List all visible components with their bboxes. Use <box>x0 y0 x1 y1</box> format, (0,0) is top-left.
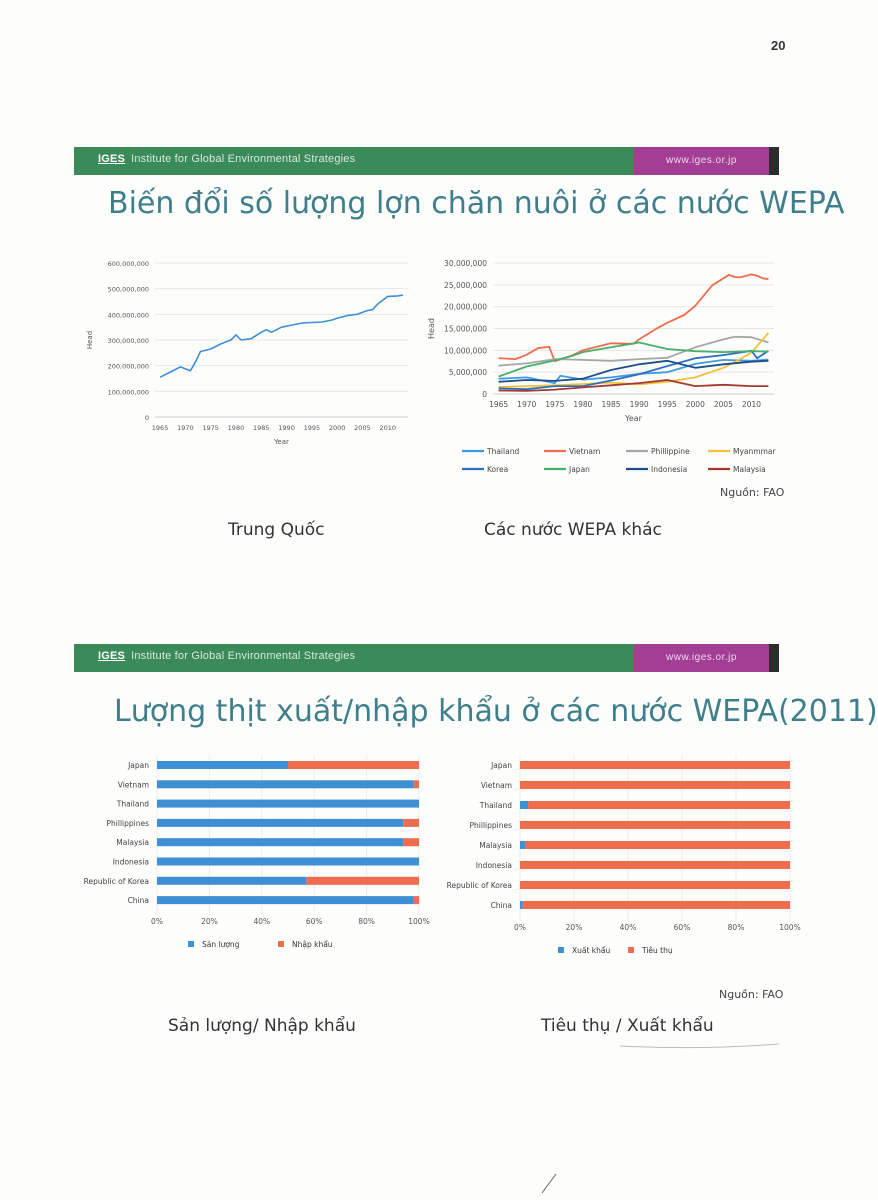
x-axis-label: Year <box>274 438 289 446</box>
slide2-source: Nguồn: FAO <box>719 988 784 1001</box>
y-tick-label: 25,000,000 <box>444 280 487 290</box>
category-label: Malaysia <box>479 841 512 850</box>
x-tick-label: 1995 <box>303 424 321 432</box>
category-label: Japan <box>491 761 512 770</box>
y-tick-label: 600,000,000 <box>107 260 149 268</box>
legend-label: Tiêu thụ <box>642 946 673 955</box>
x-tick-label: 60% <box>305 917 323 926</box>
caption-production-import: Sản lượng/ Nhập khẩu <box>168 1016 356 1036</box>
consumption-export-chart <box>430 752 801 967</box>
x-tick-label: 100% <box>779 923 801 932</box>
slide1-header-bar <box>74 147 779 175</box>
header-edge <box>769 147 779 175</box>
legend-label: Xuất khẩu <box>572 946 611 955</box>
bar-Xuất khẩu <box>520 901 523 909</box>
y-tick-label: 0 <box>144 414 149 422</box>
category-label: Thailand <box>116 799 149 809</box>
y-tick-label: 200,000,000 <box>107 362 149 371</box>
x-tick-label: 1995 <box>657 400 677 409</box>
bar-Nhập khẩu <box>414 896 419 904</box>
caption-consumption-export: Tiêu thụ / Xuất khẩu <box>541 1016 714 1036</box>
x-tick-label: 1980 <box>227 424 245 432</box>
x-tick-label: 1965 <box>151 424 169 432</box>
category-label: Republic of Korea <box>446 881 512 890</box>
legend-label: Indonesia <box>651 465 688 474</box>
decorative-mark <box>540 1170 560 1195</box>
x-tick-label: 2005 <box>354 424 371 432</box>
institute-label <box>98 153 355 165</box>
series-line-vietnam <box>499 274 769 361</box>
category-label: Vietnam <box>480 781 512 790</box>
x-tick-label: 0% <box>514 923 526 932</box>
x-tick-label: 100% <box>408 917 430 926</box>
production-import-chart <box>70 752 440 962</box>
x-tick-label: 20% <box>565 923 583 932</box>
bar-Tiêu thụ <box>520 861 790 869</box>
category-label: Phillippines <box>106 818 149 828</box>
slide2-title: Lượng thịt xuất/nhập khẩu ở các nước WEPA(2011) <box>114 694 878 729</box>
y-axis-label: Head <box>86 330 94 350</box>
slide1-source-box <box>700 484 785 504</box>
y-axis-label: Head <box>427 318 436 339</box>
category-label: China <box>127 896 149 906</box>
category-label: Republic of Korea <box>83 876 149 886</box>
category-label: Malaysia <box>116 838 149 848</box>
category-label: Vietnam <box>117 780 149 790</box>
y-tick-label: 100,000,000 <box>107 388 149 397</box>
slide2-title-box <box>74 690 878 740</box>
legend-label: Vietnam <box>569 447 601 456</box>
x-tick-label: 2000 <box>328 424 346 432</box>
institute-label <box>98 650 355 662</box>
slide2-source-box <box>700 986 784 1006</box>
wepa-pig-chart <box>420 250 779 480</box>
bar-Tiêu thụ <box>523 901 790 909</box>
slide1-source: Nguồn: FAO <box>720 486 785 499</box>
category-label: Indonesia <box>475 861 512 870</box>
x-tick-label: 1980 <box>573 400 593 409</box>
x-tick-label: 1970 <box>177 424 194 432</box>
caption-wepa-others: Các nước WEPA khác <box>484 520 662 540</box>
legend-swatch <box>278 941 284 947</box>
legend-label: Myanmmar <box>733 447 776 456</box>
institute-name: Institute for Global Environmental Strategies <box>131 650 356 662</box>
x-axis-label: Year <box>625 414 642 423</box>
bar-Tiêu thụ <box>520 781 790 789</box>
category-label: Japan <box>128 761 149 770</box>
caption-china: Trung Quốc <box>228 520 325 540</box>
legend-label: Malaysia <box>733 465 766 474</box>
bar-Xuất khẩu <box>520 841 525 849</box>
bar-Sản lượng <box>157 838 403 846</box>
legend-label: Phillippine <box>651 447 690 456</box>
bar-Xuất khẩu <box>520 801 528 809</box>
y-tick-label: 5,000,000 <box>448 368 487 378</box>
slide1-title: Biến đổi số lượng lợn chăn nuôi ở các nước WEPA <box>108 186 845 221</box>
x-tick-label: 2005 <box>713 400 733 409</box>
iges-logo: IGES <box>98 650 126 662</box>
x-tick-label: 1985 <box>252 424 270 432</box>
slide2-header-bar <box>74 644 779 672</box>
x-tick-label: 2010 <box>741 400 762 409</box>
x-tick-label: 60% <box>673 923 691 932</box>
legend-label: Sản lượng <box>202 940 240 949</box>
decorative-line <box>620 1040 779 1060</box>
category-label: Phillippines <box>469 821 512 830</box>
bar-Tiêu thụ <box>520 881 790 889</box>
y-tick-label: 15,000,000 <box>444 324 487 334</box>
bar-Sản lượng <box>157 800 419 808</box>
bar-Sản lượng <box>157 858 419 866</box>
legend-swatch <box>558 947 564 953</box>
y-tick-label: 400,000,000 <box>107 311 149 320</box>
y-tick-label: 10,000,000 <box>444 346 487 356</box>
x-tick-label: 1965 <box>489 400 509 409</box>
bar-Nhập khẩu <box>306 877 419 885</box>
x-tick-label: 80% <box>358 917 375 926</box>
bar-Sản lượng <box>157 761 288 769</box>
header-edge <box>769 644 779 672</box>
y-tick-label: 300,000,000 <box>107 337 149 345</box>
legend-swatch <box>188 941 194 947</box>
bar-Nhập khẩu <box>403 819 419 827</box>
bar-Nhập khẩu <box>288 761 419 769</box>
y-tick-label: 500,000,000 <box>107 285 149 294</box>
legend-label: Korea <box>487 465 509 474</box>
page-number: 20 <box>771 38 786 53</box>
legend-label: Nhập khẩu <box>292 940 333 949</box>
bar-Tiêu thụ <box>520 761 790 769</box>
x-tick-label: 2000 <box>685 400 705 409</box>
x-tick-label: 1985 <box>601 400 621 409</box>
bar-Sản lượng <box>157 819 403 827</box>
x-tick-label: 40% <box>619 923 637 932</box>
institute-name: Institute for Global Environmental Strategies <box>131 153 356 165</box>
bar-Nhập khẩu <box>403 838 419 846</box>
x-tick-label: 1970 <box>517 400 537 409</box>
slide1-title-box <box>74 182 845 232</box>
x-tick-label: 1975 <box>202 424 219 432</box>
x-tick-label: 40% <box>253 917 271 926</box>
y-tick-label: 30,000,000 <box>444 259 487 268</box>
bar-Sản lượng <box>157 877 306 885</box>
x-tick-label: 80% <box>727 923 745 932</box>
category-label: Indonesia <box>112 857 149 867</box>
x-tick-label: 0% <box>151 917 163 926</box>
x-tick-label: 1990 <box>629 400 649 409</box>
y-tick-label: 0 <box>482 390 487 399</box>
legend-label: Thailand <box>487 447 520 456</box>
bar-Sản lượng <box>157 780 414 788</box>
x-tick-label: 1975 <box>545 400 565 409</box>
series-line-china <box>160 295 403 377</box>
x-tick-label: 1990 <box>278 424 295 432</box>
y-tick-label: 20,000,000 <box>444 302 487 312</box>
category-label: Thailand <box>479 801 512 810</box>
website-label: www.iges.or.jp <box>634 644 769 672</box>
website-label: www.iges.or.jp <box>634 147 769 175</box>
x-tick-label: 20% <box>201 917 218 926</box>
bar-Tiêu thụ <box>525 841 790 849</box>
x-tick-label: 2010 <box>379 424 397 432</box>
bar-Nhập khẩu <box>414 780 419 788</box>
china-pig-chart <box>70 250 420 460</box>
legend-label: Japan <box>569 465 590 474</box>
bar-Tiêu thụ <box>520 821 790 829</box>
bar-Tiêu thụ <box>528 801 790 809</box>
legend-swatch <box>628 947 634 953</box>
bar-Sản lượng <box>157 896 414 904</box>
category-label: China <box>490 901 512 910</box>
iges-logo: IGES <box>98 153 126 165</box>
